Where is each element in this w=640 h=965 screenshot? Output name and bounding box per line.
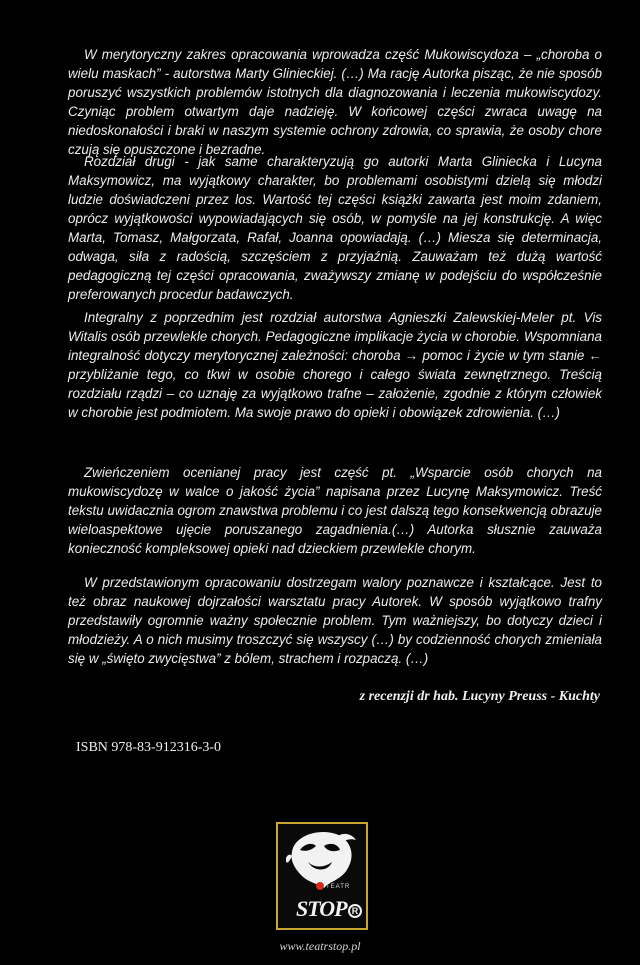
review-paragraph-1-text: W merytoryczny zakres opracowania wprowadza część Mukowiscydoza – „choroba o wielu maskach” - autorstwa Marty Glinieckiej. (…) Ma rację Autorka pisząc, że nie sposób poruszyć wszystkich problemów istotnych dla diagnozowania i leczenia mukowiscydozy. Czyniąc problem otwartym daje nadzieję. W końcowej części zwraca uwagę na niedoskonałości i braki w naszym systemie ochrony zdrowia, co sprawia, że osoby chore czują się opuszczone i bezradne.	[68, 47, 602, 157]
review-source: z recenzji dr hab. Lucyny Preuss - Kuchty	[359, 689, 600, 704]
red-nose-icon	[316, 882, 324, 890]
website-url: www.teatrstop.pl	[279, 939, 361, 953]
review-paragraph-3-text: Integralny z poprzednim jest rozdział autorstwa Agnieszki Zalewskiej-Meler pt. Vis Witalis osób przewlekle chorych. Pedagogiczne implikacje życia w chorobie. Wspomniana integralność dotyczy merytorycznej zależności: choroba → pomoc i życie w tym stanie ← przybliżanie tego, co tkwi w osobie chorego i całego świata zewnętrznego. Treścią rozdziału rządzi – co uznaję za wyjątkowo trafne – założenie, zgodnie z którym człowiek w chorobie jest podmiotem. Ma swoje prawo do opieki i obowiązek zdrowienia. (…)	[68, 310, 602, 420]
isbn-number: ISBN 978-83-912316-3-0	[76, 740, 222, 755]
logo-wordmark: STOP	[296, 896, 347, 921]
review-paragraph-5-text: W przedstawionym opracowaniu dostrzegam walory poznawcze i kształcące. Jest to też obraz naukowej dojrzałości warsztatu pracy Autorek. W sposób wyjątkowo trafny przedstawiły ogromnie ważny społecznie problem. Tym ważniejszy, bo dotyczy dzieci i młodzieży. A o nich musimy troszczyć się wszyscy (…) by codzienność chorych zmieniała się w „święto zwycięstwa” z bólem, strachem i rozpaczą. (…)	[68, 575, 602, 666]
review-paragraph-3	[68, 308, 602, 422]
review-paragraph-2	[68, 152, 602, 304]
review-paragraph-2-text: Rozdział drugi - jak same charakteryzują go autorki Marta Gliniecka i Lucyna Maksymowicz, ma wyjątkowy charakter, bo problemami osobistymi dzielą się młodzi ludzie doświadczeni przez los. Wartość tej części książki zawarta jest moim zdaniem, oprócz wyjątkowości wypowiadających się osób, w pomyśle na jej konstrukcję. A więc Marta, Tomasz, Małgorzata, Rafał, Joanna opowiadają. (…) Miesza się determinacja, odwaga, siła z radością, szczęściem z przyjaźnią. Zauważam też dużą wartość pedagogiczną tej części opracowania, zważywszy zmianę w podejściu do współcześnie preferowanych procedur badawczych.	[68, 154, 602, 302]
review-paragraph-1	[68, 45, 602, 159]
teatr-stop-logo	[276, 822, 368, 930]
registered-mark-icon: R	[348, 904, 362, 918]
review-paragraph-4-text: Zwieńczeniem ocenianej pracy jest część pt. „Wsparcie osób chorych na mukowiscydozę w walce o jakość życia” napisana przez Lucynę Maksymowicz. Treść tekstu uwidacznia ogrom znawstwa problemu i co jest dalszą tego konsekwencją obrazuje wieloaspektowe ujęcie poruszanego zagadnienia.(…) Autorka słusznie zauważa konieczność kompleksowej opieki nad dzieckiem przewlekle chorym.	[68, 465, 602, 556]
review-paragraph-4	[68, 463, 602, 558]
review-paragraph-5	[68, 573, 602, 668]
logo-small-text: TEATR	[326, 884, 351, 890]
